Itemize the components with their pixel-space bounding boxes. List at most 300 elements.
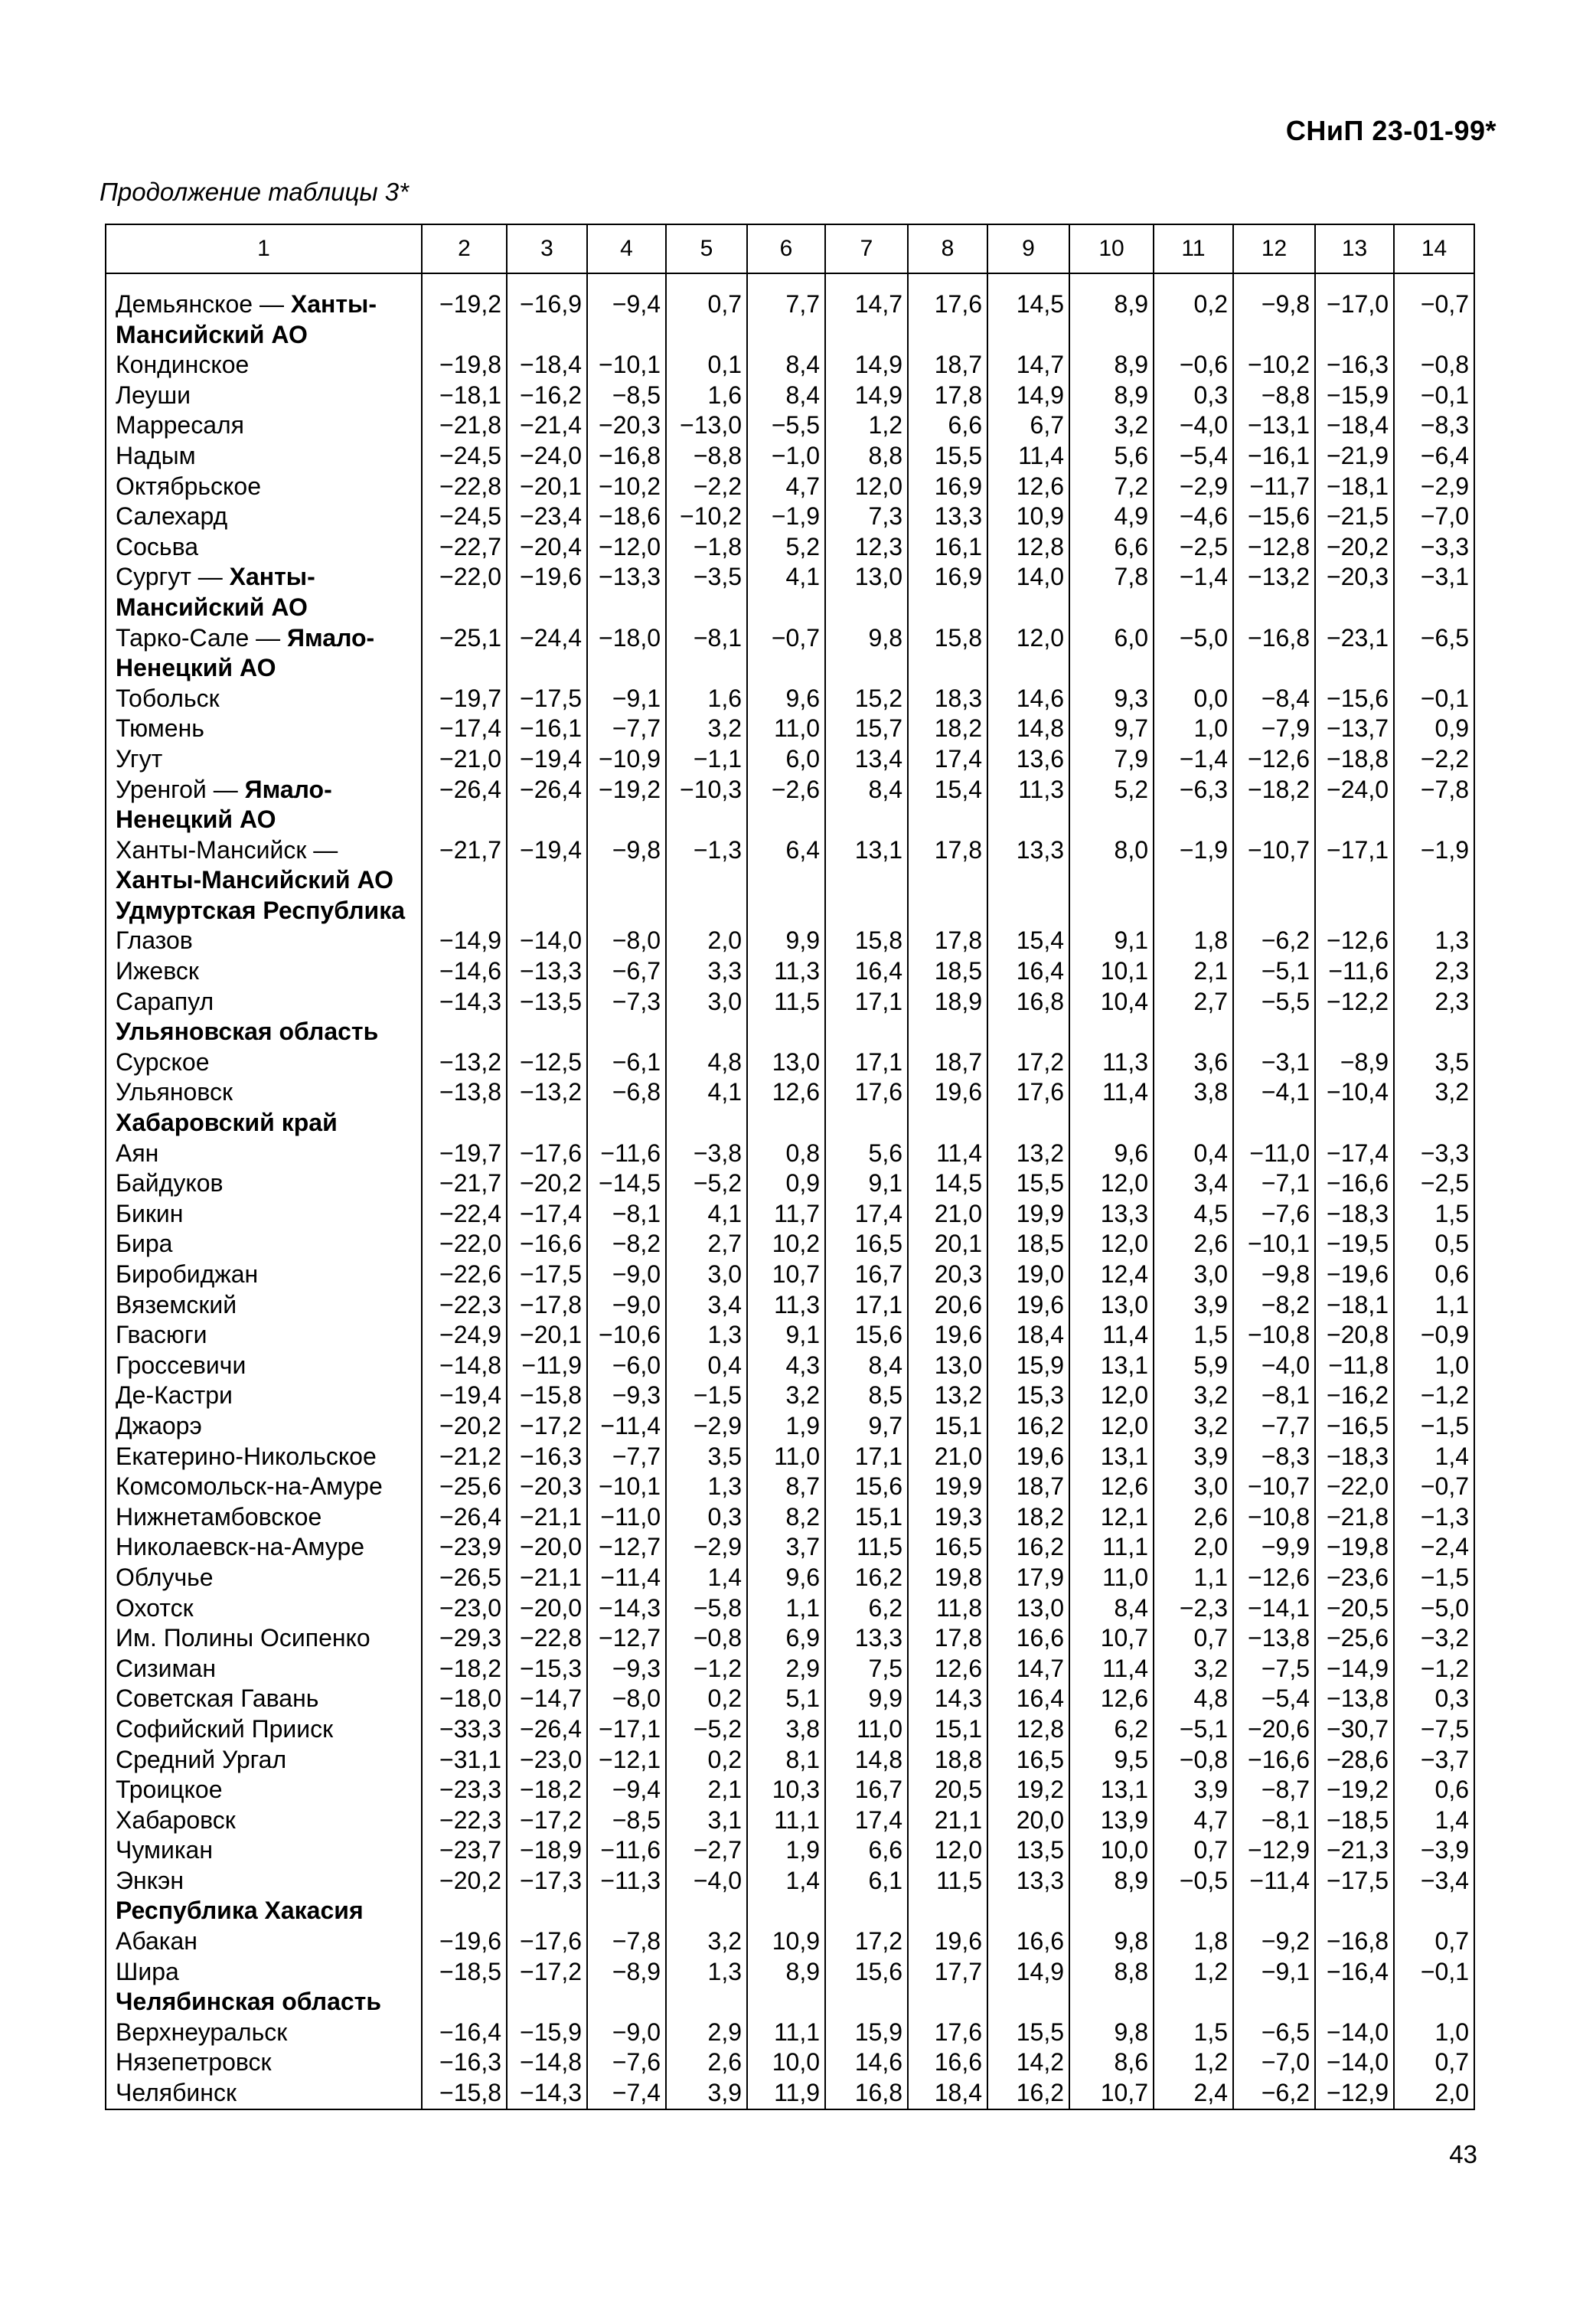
station-name: Чумикан — [106, 1835, 422, 1866]
value-cell: −7,0 — [1233, 2047, 1315, 2078]
value-cell: −8,4 — [1233, 684, 1315, 714]
value-cell: −8,1 — [587, 1199, 666, 1230]
value-cell: 3,2 — [1154, 1380, 1233, 1411]
value-cell: −25,6 — [422, 1472, 507, 1502]
value-cell: −12,6 — [1233, 1563, 1315, 1593]
value-cell: −15,6 — [1315, 684, 1394, 714]
value-cell: −18,2 — [422, 1654, 507, 1684]
value-cell: −0,8 — [666, 1623, 747, 1654]
value-cell: 19,6 — [908, 1926, 987, 1957]
value-cell: 14,6 — [987, 684, 1069, 714]
value-cell: −17,4 — [507, 1199, 587, 1230]
value-cell: 8,6 — [1069, 2047, 1154, 2078]
value-cell: 15,1 — [825, 1502, 908, 1533]
value-cell: 9,6 — [747, 684, 825, 714]
value-cell: −12,6 — [1233, 744, 1315, 775]
table-row — [106, 1168, 1474, 1199]
value-cell: −17,6 — [507, 1926, 587, 1957]
value-cell: −8,1 — [1233, 1380, 1315, 1411]
value-cell: −7,6 — [587, 2047, 666, 2078]
value-cell: 12,0 — [1069, 1168, 1154, 1199]
value-cell: −13,1 — [1233, 410, 1315, 441]
value-cell: 15,6 — [825, 1472, 908, 1502]
value-cell: −5,8 — [666, 1593, 747, 1624]
value-cell: −19,2 — [587, 775, 666, 835]
value-cell: 8,4 — [747, 381, 825, 411]
value-cell: 17,2 — [987, 1047, 1069, 1078]
value-cell: −23,9 — [422, 1532, 507, 1563]
value-cell: 7,2 — [1069, 472, 1154, 502]
value-cell: −16,6 — [1233, 1745, 1315, 1776]
value-cell: −20,3 — [587, 410, 666, 441]
value-cell: −9,3 — [587, 1654, 666, 1684]
value-cell: −24,5 — [422, 441, 507, 472]
value-cell: −13,3 — [507, 956, 587, 987]
value-cell: −2,5 — [1394, 1168, 1474, 1199]
value-cell: 16,2 — [987, 2078, 1069, 2109]
value-cell: 0,2 — [666, 1684, 747, 1714]
value-cell: −24,9 — [422, 1320, 507, 1351]
value-cell: −10,2 — [666, 502, 747, 532]
value-cell: −14,1 — [1233, 1593, 1315, 1624]
value-cell: 1,8 — [1154, 926, 1233, 956]
value-cell: −8,0 — [587, 926, 666, 956]
value-cell: 19,6 — [987, 1290, 1069, 1321]
table-row — [106, 1442, 1474, 1472]
value-cell: 3,4 — [1154, 1168, 1233, 1199]
value-cell: 11,3 — [747, 956, 825, 987]
station-name — [106, 775, 422, 835]
value-cell: 10,4 — [1069, 987, 1154, 1018]
value-cell: −21,4 — [507, 410, 587, 441]
value-cell: 2,6 — [1154, 1229, 1233, 1260]
value-cell: −18,0 — [422, 1684, 507, 1714]
value-cell: 4,8 — [666, 1047, 747, 1078]
value-cell: −18,4 — [507, 350, 587, 381]
value-cell: −21,3 — [1315, 1835, 1394, 1866]
value-cell: −5,1 — [1154, 1714, 1233, 1745]
value-cell: −3,5 — [666, 562, 747, 622]
value-cell: 11,3 — [987, 775, 1069, 835]
value-cell: 2,1 — [666, 1775, 747, 1805]
value-cell: 14,5 — [908, 1168, 987, 1199]
value-cell: 4,1 — [747, 562, 825, 622]
value-cell: −4,0 — [1233, 1351, 1315, 1381]
value-cell: −3,1 — [1394, 562, 1474, 622]
value-cell: 12,6 — [1069, 1684, 1154, 1714]
value-cell: 20,6 — [908, 1290, 987, 1321]
table-row — [106, 1775, 1474, 1805]
value-cell: 11,1 — [747, 2018, 825, 2048]
value-cell: −20,0 — [507, 1593, 587, 1624]
value-cell: −18,8 — [1315, 744, 1394, 775]
value-cell: 14,6 — [825, 2047, 908, 2078]
value-cell: 13,9 — [1069, 1805, 1154, 1836]
value-cell: 1,3 — [666, 1472, 747, 1502]
region-name: Ульяновская область — [106, 1017, 422, 1047]
value-cell: 11,5 — [908, 1866, 987, 1897]
value-cell: −2,4 — [1394, 1532, 1474, 1563]
value-cell: −20,1 — [507, 1320, 587, 1351]
region-row — [106, 1987, 1474, 2018]
value-cell: 0,3 — [1394, 1684, 1474, 1714]
value-cell: 5,6 — [825, 1139, 908, 1169]
station-name: Леуши — [106, 381, 422, 411]
value-cell: 8,5 — [825, 1380, 908, 1411]
value-cell: −7,8 — [1394, 775, 1474, 835]
value-cell: 19,9 — [987, 1199, 1069, 1230]
value-cell: 4,9 — [1069, 502, 1154, 532]
table-row — [106, 1229, 1474, 1260]
value-cell: −21,9 — [1315, 441, 1394, 472]
value-cell: 4,1 — [666, 1199, 747, 1230]
table-row — [106, 2078, 1474, 2109]
station-name: Глазов — [106, 926, 422, 956]
value-cell: 16,7 — [825, 1775, 908, 1805]
station-name: Тобольск — [106, 684, 422, 714]
value-cell: 14,5 — [987, 289, 1069, 350]
value-cell: −18,1 — [422, 381, 507, 411]
station-name: Комсомольск-на-Амуре — [106, 1472, 422, 1502]
value-cell: 19,9 — [908, 1472, 987, 1502]
region-row — [106, 896, 1474, 926]
value-cell: −17,4 — [1315, 1139, 1394, 1169]
district-label: Ханты-Мансийский АО — [116, 866, 394, 894]
value-cell: 4,7 — [747, 472, 825, 502]
value-cell: −19,7 — [422, 1139, 507, 1169]
value-cell: 9,1 — [825, 1168, 908, 1199]
value-cell: 0,7 — [1394, 1926, 1474, 1957]
value-cell: 12,0 — [1069, 1411, 1154, 1442]
value-cell: −23,7 — [422, 1835, 507, 1866]
value-cell: −28,6 — [1315, 1745, 1394, 1776]
value-cell: 11,4 — [1069, 1654, 1154, 1684]
value-cell: 15,3 — [987, 1380, 1069, 1411]
value-cell: 1,0 — [1394, 1351, 1474, 1381]
station-name: Облучье — [106, 1563, 422, 1593]
value-cell: −7,9 — [1233, 714, 1315, 744]
value-cell: −11,9 — [507, 1351, 587, 1381]
value-cell: −16,5 — [1315, 1411, 1394, 1442]
value-cell: −22,8 — [507, 1623, 587, 1654]
value-cell: −0,5 — [1154, 1866, 1233, 1897]
value-cell: 7,3 — [825, 502, 908, 532]
station-name — [106, 289, 422, 350]
table-row — [106, 926, 1474, 956]
value-cell: −24,0 — [1315, 775, 1394, 835]
value-cell: 6,0 — [747, 744, 825, 775]
value-cell: 16,8 — [825, 2078, 908, 2109]
value-cell: 11,4 — [1069, 1077, 1154, 1108]
value-cell: 12,6 — [908, 1654, 987, 1684]
value-cell: −17,1 — [587, 1714, 666, 1745]
value-cell: −21,7 — [422, 1168, 507, 1199]
value-cell: −0,8 — [1394, 350, 1474, 381]
column-header: 3 — [507, 224, 587, 273]
value-cell: −0,1 — [1394, 1957, 1474, 1988]
value-cell: 9,1 — [1069, 926, 1154, 956]
value-cell: 13,1 — [1069, 1442, 1154, 1472]
value-cell: 9,8 — [825, 623, 908, 684]
value-cell: 6,9 — [747, 1623, 825, 1654]
value-cell: −15,6 — [1233, 502, 1315, 532]
value-cell: 19,6 — [987, 1442, 1069, 1472]
value-cell: −10,8 — [1233, 1502, 1315, 1533]
value-cell: 14,9 — [825, 381, 908, 411]
value-cell: −10,7 — [1233, 1472, 1315, 1502]
value-cell: 1,4 — [747, 1866, 825, 1897]
value-cell: −8,8 — [666, 441, 747, 472]
value-cell: 9,8 — [1069, 1926, 1154, 1957]
value-cell: −14,6 — [422, 956, 507, 987]
value-cell: 13,1 — [1069, 1351, 1154, 1381]
value-cell: 15,7 — [825, 714, 908, 744]
value-cell: 11,0 — [825, 1714, 908, 1745]
value-cell: 15,9 — [987, 1351, 1069, 1381]
value-cell: −10,6 — [587, 1320, 666, 1351]
value-cell: 17,7 — [908, 1957, 987, 1988]
station-name: Джаорэ — [106, 1411, 422, 1442]
value-cell: 16,4 — [987, 956, 1069, 987]
value-cell: −18,0 — [587, 623, 666, 684]
value-cell: 0,1 — [666, 350, 747, 381]
value-cell: 0,4 — [666, 1351, 747, 1381]
table-row — [106, 410, 1474, 441]
station-name: Нижнетамбовское — [106, 1502, 422, 1533]
value-cell: −13,2 — [1233, 562, 1315, 622]
value-cell: 0,7 — [1394, 2047, 1474, 2078]
value-cell: 3,0 — [1154, 1260, 1233, 1290]
value-cell: 11,4 — [908, 1139, 987, 1169]
column-header: 8 — [908, 224, 987, 273]
value-cell: −16,3 — [507, 1442, 587, 1472]
value-cell: 14,9 — [825, 350, 908, 381]
value-cell: −12,8 — [1233, 532, 1315, 563]
value-cell: −8,7 — [1233, 1775, 1315, 1805]
value-cell: −8,2 — [1233, 1290, 1315, 1321]
value-cell: −22,7 — [422, 532, 507, 563]
value-cell: −23,6 — [1315, 1563, 1394, 1593]
value-cell: 14,3 — [908, 1684, 987, 1714]
value-cell: 17,6 — [908, 2018, 987, 2048]
value-cell: 13,0 — [987, 1593, 1069, 1624]
column-header: 1 — [106, 224, 422, 273]
value-cell: 1,4 — [666, 1563, 747, 1593]
value-cell: −21,0 — [422, 744, 507, 775]
station-name: Сарапул — [106, 987, 422, 1018]
value-cell: −17,8 — [507, 1290, 587, 1321]
value-cell: −6,7 — [587, 956, 666, 987]
value-cell: −1,5 — [1394, 1563, 1474, 1593]
value-cell: −10,1 — [587, 1472, 666, 1502]
value-cell: 6,2 — [1069, 1714, 1154, 1745]
value-cell: 1,0 — [1154, 714, 1233, 744]
value-cell: −9,0 — [587, 1290, 666, 1321]
value-cell: −11,4 — [587, 1563, 666, 1593]
value-cell: −1,5 — [1394, 1411, 1474, 1442]
value-cell: 16,7 — [825, 1260, 908, 1290]
value-cell: 16,6 — [987, 1623, 1069, 1654]
value-cell: 18,7 — [908, 350, 987, 381]
value-cell: −8,0 — [587, 1684, 666, 1714]
value-cell: −1,2 — [1394, 1654, 1474, 1684]
value-cell: −9,4 — [587, 1775, 666, 1805]
value-cell: 11,9 — [747, 2078, 825, 2109]
value-cell: −11,6 — [587, 1835, 666, 1866]
value-cell: 13,3 — [825, 1623, 908, 1654]
value-cell: −7,0 — [1394, 502, 1474, 532]
station-name: Екатерино-Никольское — [106, 1442, 422, 1472]
value-cell: 17,2 — [825, 1926, 908, 1957]
value-cell: 17,6 — [825, 1077, 908, 1108]
value-cell: −20,2 — [1315, 532, 1394, 563]
value-cell: 17,9 — [987, 1563, 1069, 1593]
value-cell: −1,9 — [1394, 835, 1474, 896]
value-cell: 6,7 — [987, 410, 1069, 441]
value-cell: −22,4 — [422, 1199, 507, 1230]
region-name: Республика Хакасия — [106, 1896, 422, 1926]
value-cell: 2,0 — [1154, 1532, 1233, 1563]
value-cell: 8,8 — [825, 441, 908, 472]
value-cell: −18,2 — [507, 1775, 587, 1805]
value-cell: −11,0 — [587, 1502, 666, 1533]
value-cell: 1,1 — [747, 1593, 825, 1624]
value-cell: 6,0 — [1069, 623, 1154, 684]
value-cell: 1,4 — [1394, 1442, 1474, 1472]
value-cell: 15,9 — [825, 2018, 908, 2048]
value-cell: 15,6 — [825, 1320, 908, 1351]
value-cell: 0,9 — [1394, 714, 1474, 744]
value-cell: −16,9 — [507, 289, 587, 350]
value-cell: −2,6 — [747, 775, 825, 835]
value-cell: 1,1 — [1154, 1563, 1233, 1593]
region-row — [106, 1017, 1474, 1047]
value-cell: −18,3 — [1315, 1199, 1394, 1230]
value-cell: 1,9 — [747, 1411, 825, 1442]
value-cell: 13,0 — [825, 562, 908, 622]
value-cell: −0,7 — [1394, 1472, 1474, 1502]
district-label: Ханты-Мансийский АО — [116, 290, 377, 348]
table-row — [106, 2018, 1474, 2048]
table-row — [106, 1290, 1474, 1321]
value-cell: −19,4 — [507, 835, 587, 896]
value-cell: −23,0 — [422, 1593, 507, 1624]
station-name — [106, 562, 422, 622]
value-cell: −8,1 — [1233, 1805, 1315, 1836]
value-cell: −2,9 — [1394, 472, 1474, 502]
station-name: Надым — [106, 441, 422, 472]
value-cell: −3,8 — [666, 1139, 747, 1169]
value-cell: 19,3 — [908, 1502, 987, 1533]
value-cell: −0,7 — [1394, 289, 1474, 350]
value-cell: −4,0 — [1154, 410, 1233, 441]
value-cell: −16,8 — [1315, 1926, 1394, 1957]
station-name: Де-Кастри — [106, 1380, 422, 1411]
value-cell: 8,4 — [825, 775, 908, 835]
value-cell: −21,1 — [507, 1502, 587, 1533]
value-cell: 6,2 — [825, 1593, 908, 1624]
value-cell: 6,6 — [825, 1835, 908, 1866]
value-cell: 3,2 — [1154, 1654, 1233, 1684]
value-cell: 9,6 — [1069, 1139, 1154, 1169]
value-cell: 1,3 — [666, 1320, 747, 1351]
value-cell: 18,2 — [987, 1502, 1069, 1533]
value-cell: 16,2 — [987, 1532, 1069, 1563]
station-label: Уренгой — — [116, 775, 245, 803]
value-cell: −14,0 — [1315, 2047, 1394, 2078]
value-cell: 3,9 — [1154, 1442, 1233, 1472]
value-cell: −11,7 — [1233, 472, 1315, 502]
table-row — [106, 1805, 1474, 1836]
value-cell: −22,3 — [422, 1805, 507, 1836]
value-cell: 3,0 — [666, 987, 747, 1018]
value-cell: 15,8 — [825, 926, 908, 956]
value-cell: −9,2 — [1233, 1926, 1315, 1957]
value-cell: −0,6 — [1154, 350, 1233, 381]
value-cell: −21,5 — [1315, 502, 1394, 532]
value-cell: −11,4 — [1233, 1866, 1315, 1897]
value-cell: 1,4 — [1394, 1805, 1474, 1836]
district-label: Ямало-Ненецкий АО — [116, 775, 332, 834]
value-cell: 0,5 — [1394, 1229, 1474, 1260]
value-cell: −2,7 — [666, 1835, 747, 1866]
value-cell: −9,8 — [1233, 289, 1315, 350]
value-cell: −12,9 — [1315, 2078, 1394, 2109]
value-cell: −23,4 — [507, 502, 587, 532]
value-cell: 13,3 — [1069, 1199, 1154, 1230]
value-cell: −7,8 — [587, 1926, 666, 1957]
value-cell: −5,5 — [747, 410, 825, 441]
value-cell: 0,7 — [666, 289, 747, 350]
value-cell: −7,5 — [1394, 1714, 1474, 1745]
value-cell: −10,4 — [1315, 1077, 1394, 1108]
table-row — [106, 1077, 1474, 1108]
value-cell: 3,4 — [666, 1290, 747, 1321]
value-cell: 1,8 — [1154, 1926, 1233, 1957]
value-cell: −1,9 — [747, 502, 825, 532]
value-cell: −7,6 — [1233, 1199, 1315, 1230]
value-cell: −16,8 — [587, 441, 666, 472]
value-cell: 11,5 — [825, 1532, 908, 1563]
table-row — [106, 1351, 1474, 1381]
value-cell: 16,8 — [987, 987, 1069, 1018]
value-cell: −14,8 — [507, 2047, 587, 2078]
value-cell: 17,6 — [987, 1077, 1069, 1108]
value-cell: 19,6 — [908, 1320, 987, 1351]
value-cell: 17,4 — [825, 1805, 908, 1836]
table-row — [106, 1563, 1474, 1593]
value-cell: −17,0 — [1315, 289, 1394, 350]
value-cell: −16,2 — [507, 381, 587, 411]
table-body — [106, 273, 1474, 2109]
station-name: Абакан — [106, 1926, 422, 1957]
value-cell: −3,4 — [1394, 1866, 1474, 1897]
value-cell: −33,3 — [422, 1714, 507, 1745]
value-cell: 12,6 — [987, 472, 1069, 502]
station-name: Советская Гавань — [106, 1684, 422, 1714]
value-cell: −18,1 — [1315, 472, 1394, 502]
value-cell: −0,1 — [1394, 381, 1474, 411]
value-cell: 6,6 — [1069, 532, 1154, 563]
value-cell: 1,6 — [666, 381, 747, 411]
station-name: Средний Ургал — [106, 1745, 422, 1776]
value-cell: −19,4 — [422, 1380, 507, 1411]
value-cell: 3,9 — [1154, 1290, 1233, 1321]
value-cell: −13,2 — [422, 1047, 507, 1078]
value-cell: 9,9 — [747, 926, 825, 956]
station-name: Марресаля — [106, 410, 422, 441]
value-cell: 11,0 — [1069, 1563, 1154, 1593]
